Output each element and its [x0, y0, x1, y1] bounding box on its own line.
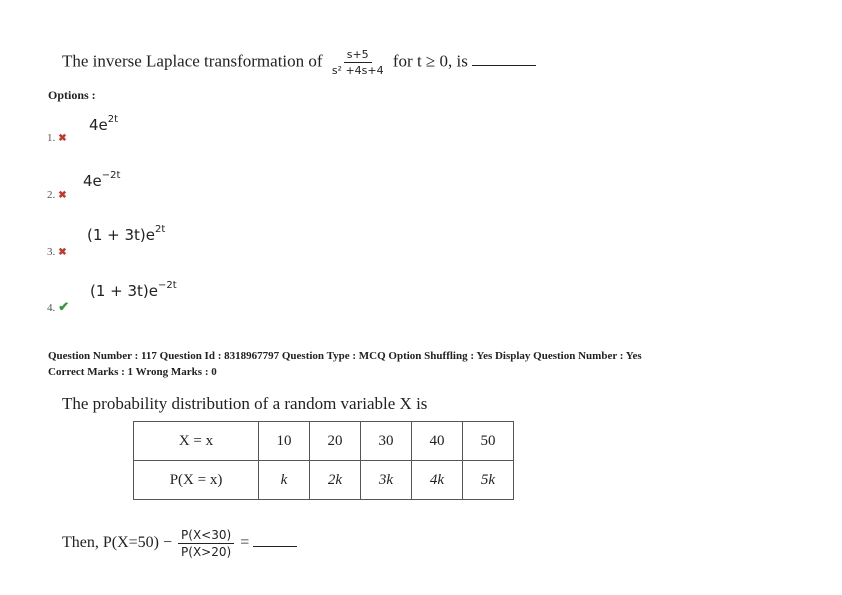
- option-exponent: 2t: [107, 114, 119, 125]
- table-cell: 3k: [361, 461, 412, 500]
- marks-meta: Correct Marks : 1 Wrong Marks : 0: [48, 366, 217, 378]
- answer-blank: [253, 534, 297, 547]
- question-2-text: The probability distribution of a random variable X is: [62, 394, 428, 413]
- table-header-cell: P(X = x): [134, 461, 259, 500]
- fraction-numerator: s+5: [344, 48, 372, 63]
- question-meta: Question Number : 117 Question Id : 8318967797 Question Type : MCQ Option Shuffling : Yes Display Question Number : Yes: [48, 350, 642, 362]
- then-prefix: Then, P(X=50) −: [62, 534, 173, 552]
- option-4-marker: [47, 298, 69, 316]
- fraction-denominator: s² +4s+4: [331, 64, 384, 77]
- question-1-text: [62, 48, 536, 77]
- option-number: 3.: [47, 246, 56, 258]
- option-2-marker: [47, 185, 67, 203]
- option-1-marker: [47, 128, 67, 146]
- probability-fraction: [178, 528, 234, 559]
- table-cell: 30: [361, 422, 412, 461]
- question-1-suffix: for t ≥ 0, is: [392, 51, 468, 71]
- option-base: 4e: [89, 116, 108, 134]
- option-base: (1 + 3t)e: [87, 226, 156, 244]
- fraction-numerator: P(X<30): [178, 528, 234, 544]
- table-header-cell: X = x: [134, 422, 259, 461]
- question-1-prefix: The inverse Laplace transformation of: [62, 51, 323, 71]
- table-cell: 5k: [463, 461, 514, 500]
- table-cell: 4k: [412, 461, 463, 500]
- option-number: 1.: [47, 132, 56, 144]
- table-row: [134, 461, 514, 500]
- option-base: 4e: [83, 172, 102, 190]
- option-3-expression: [87, 226, 165, 244]
- cross-icon: ✖: [58, 133, 67, 144]
- table-cell: 20: [310, 422, 361, 461]
- question-2-expression: [62, 528, 297, 559]
- table-cell: k: [259, 461, 310, 500]
- table-cell: 2k: [310, 461, 361, 500]
- option-4-expression: [90, 282, 177, 300]
- option-1-expression: [89, 116, 118, 134]
- table-row: [134, 422, 514, 461]
- equals-sign: =: [240, 534, 250, 552]
- cross-icon: ✖: [58, 247, 67, 258]
- table-cell: 10: [259, 422, 310, 461]
- option-3-marker: [47, 242, 67, 260]
- option-exponent: 2t: [155, 224, 166, 235]
- answer-blank: [472, 53, 536, 66]
- fraction-denominator: P(X>20): [181, 545, 232, 559]
- option-number: 4.: [47, 302, 56, 314]
- options-label: Options :: [48, 88, 96, 102]
- option-2-expression: [83, 172, 120, 190]
- checkmark-icon: ✔: [58, 299, 70, 314]
- option-base: (1 + 3t)e: [90, 282, 159, 300]
- cross-icon: ✖: [58, 190, 67, 201]
- option-number: 2.: [47, 189, 56, 201]
- option-exponent: −2t: [101, 170, 121, 181]
- laplace-fraction: [329, 48, 387, 77]
- probability-table: [133, 421, 514, 500]
- table-cell: 50: [463, 422, 514, 461]
- table-cell: 40: [412, 422, 463, 461]
- option-exponent: −2t: [158, 280, 177, 291]
